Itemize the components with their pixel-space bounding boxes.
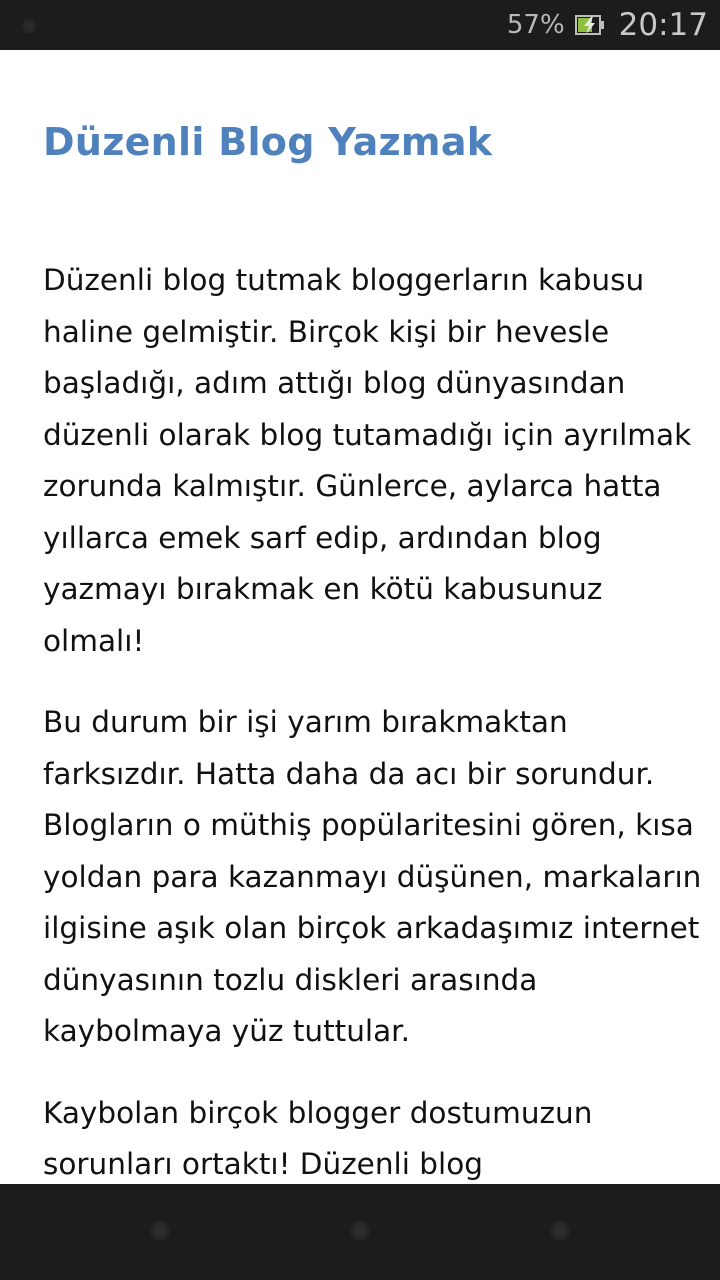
battery-percent: 57% [506, 10, 565, 40]
status-indicators [507, 0, 708, 50]
status-bar [0, 0, 720, 50]
paragraph: Düzenli blog tutmak bloggerların kabusu haline gelmiştir. Birçok kişi bir hevesle başladığı, adım attığı blog dünyasından düzenli olarak blog tutamadığı için ayrılmak zorunda kalmıştır. Günlerce, aylarca hatta yıllarca emek sarf edip, ardından blog yazmayı bırakmak en kötü kabusunuz olmalı! [43, 263, 692, 658]
article-title: Düzenli Blog Yazmak [43, 120, 493, 164]
clock: 20:17 [618, 7, 708, 43]
paragraph: Bu durum bir işi yarım bırakmaktan farksızdır. Hatta daha da acı bir sorundur. Blogların o müthiş popülaritesini gören, kısa yoldan para kazanmayı düşünen, markaların ilgisine aşık olan birçok arkadaşımız internet dünyasının tozlu diskleri arasında kaybolmaya yüz tuttular. [43, 705, 702, 1048]
article-view[interactable] [0, 50, 720, 1184]
paragraph: Kaybolan birçok blogger dostumuzun sorunları ortaktı! Düzenli blog [43, 1095, 593, 1181]
article-body [43, 255, 703, 1184]
battery-charging-icon [575, 14, 605, 36]
status-dot-icon [22, 19, 36, 33]
back-button[interactable] [150, 1221, 170, 1241]
recents-button[interactable] [550, 1221, 570, 1241]
home-button[interactable] [350, 1221, 370, 1241]
